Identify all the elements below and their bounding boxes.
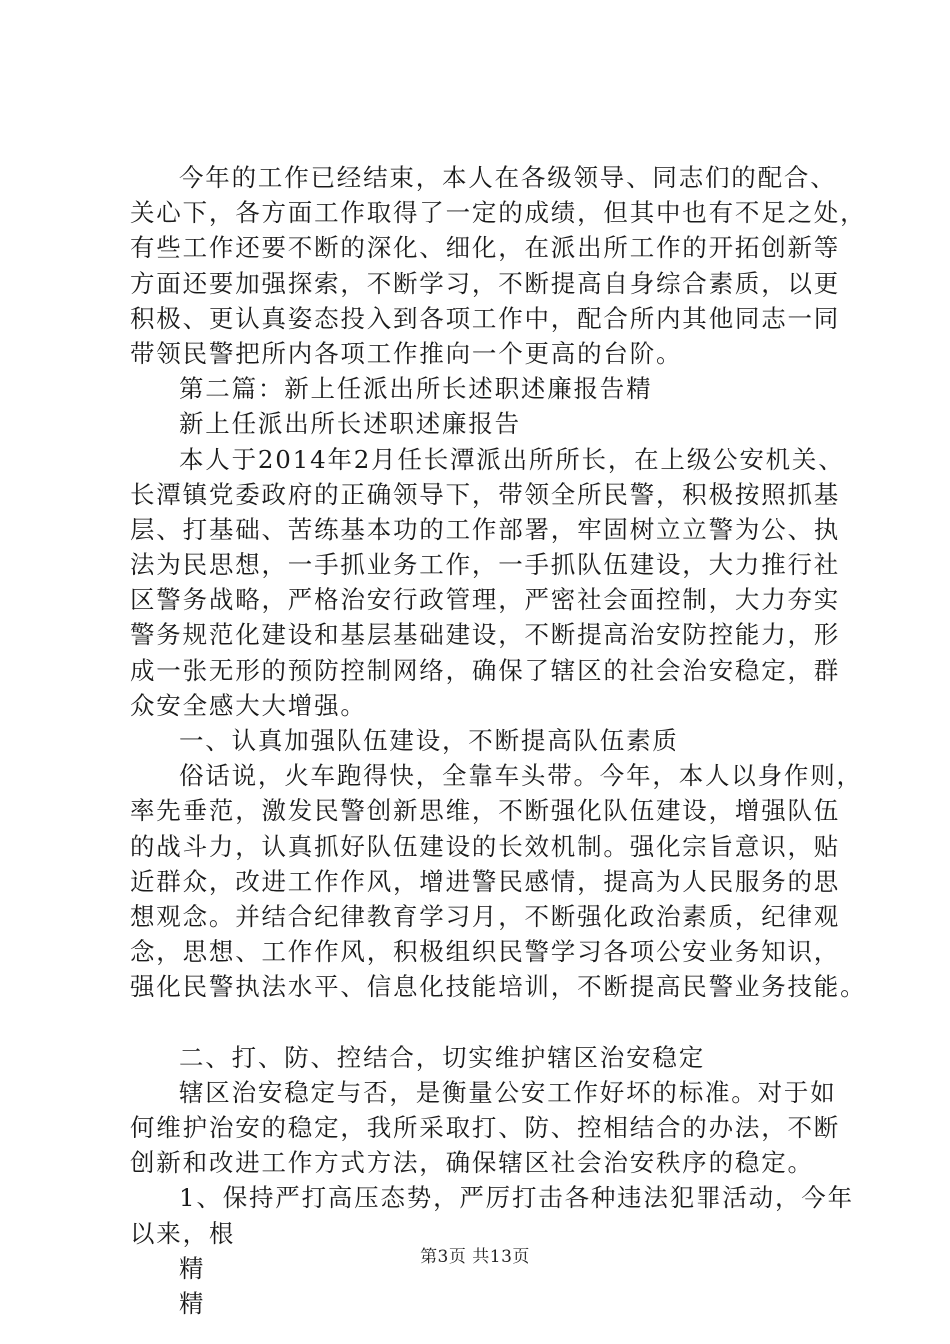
document-title: 新上任派出所长述职述廉报告 bbox=[179, 409, 521, 439]
paragraph-line: 警务规范化建设和基层基础建设，不断提高治安防控能力，形 bbox=[130, 620, 841, 650]
body-text bbox=[130, 160, 867, 1321]
paragraph-line: 念，思想、工作作风，积极组织民警学习各项公安业务知识， bbox=[130, 937, 841, 967]
section-heading: 一、认真加强队伍建设，不断提高队伍素质 bbox=[179, 726, 679, 755]
paragraph-line: 关心下，各方面工作取得了一定的成绩，但其中也有不足之处， bbox=[130, 198, 867, 228]
paragraph-line: 方面还要加强探索，不断学习，不断提高自身综合素质，以更 bbox=[130, 268, 841, 298]
paragraph-line: 法为民思想，一手抓业务工作，一手抓队伍建设，大力推行社 bbox=[130, 550, 841, 580]
section-heading: 第二篇：新上任派出所长述职述廉报告精 bbox=[179, 374, 653, 404]
paragraph-line: 众安全感大大增强。 bbox=[130, 690, 367, 720]
paragraph-line: 的战斗力，认真抓好队伍建设的长效机制。强化宗旨意识，贴 bbox=[130, 831, 841, 861]
paragraph-line: 辖区治安稳定与否，是衡量公安工作好坏的标准。对于如 bbox=[179, 1077, 837, 1107]
page-number-footer: 第3页 共13页 bbox=[420, 1247, 530, 1267]
paragraph-line: 精 bbox=[179, 1253, 206, 1283]
paragraph-line: 以来，根 bbox=[130, 1218, 236, 1248]
paragraph-line: 区警务战略，严格治安行政管理，严密社会面控制，大力夯实 bbox=[130, 585, 841, 615]
blank-line bbox=[130, 1005, 830, 1040]
paragraph-line: 精 bbox=[179, 1289, 206, 1318]
paragraph-line: 率先垂范，激发民警创新思维，不断强化队伍建设，增强队伍 bbox=[130, 796, 841, 826]
paragraph-line: 积极、更认真姿态投入到各项工作中，配合所内其他同志一同 bbox=[130, 303, 841, 333]
paragraph-line: 何维护治安的稳定，我所采取打、防、控相结合的办法，不断 bbox=[130, 1113, 841, 1143]
paragraph-line: 创新和改进工作方式方法，确保辖区社会治安秩序的稳定。 bbox=[130, 1148, 814, 1178]
paragraph-line: 有些工作还要不断的深化、细化，在派出所工作的开拓创新等 bbox=[130, 233, 841, 263]
paragraph-line: 近群众，改进工作作风，增进警民感情，提高为人民服务的思 bbox=[130, 866, 841, 896]
paragraph-line: 带领民警把所内各项工作推向一个更高的台阶。 bbox=[130, 338, 683, 368]
paragraph-line: 长潭镇党委政府的正确领导下，带领全所民警，积极按照抓基 bbox=[130, 479, 841, 509]
paragraph-line: 俗话说，火车跑得快，全靠车头带。今年，本人以身作则， bbox=[179, 761, 863, 791]
section-heading: 二、打、防、控结合，切实维护辖区治安稳定 bbox=[179, 1042, 705, 1072]
paragraph-line: 成一张无形的预防控制网络，确保了辖区的社会治安稳定，群 bbox=[130, 655, 841, 685]
paragraph-line: 层、打基础、苦练基本功的工作部署，牢固树立立警为公、执 bbox=[130, 514, 841, 544]
paragraph-line: 今年的工作已经结束，本人在各级领导、同志们的配合、 bbox=[179, 163, 837, 192]
paragraph-line: 强化民警执法水平、信息化技能培训，不断提高民警业务技能。 bbox=[130, 972, 867, 1002]
paragraph-line: 想观念。并结合纪律教育学习月，不断强化政治素质，纪律观 bbox=[130, 901, 841, 931]
paragraph-line: 1、保持严打高压态势，严厉打击各种违法犯罪活动，今年 bbox=[179, 1183, 854, 1213]
paragraph-line: 本人于2014年2月任长潭派出所所长，在上级公安机关、 bbox=[179, 444, 845, 474]
